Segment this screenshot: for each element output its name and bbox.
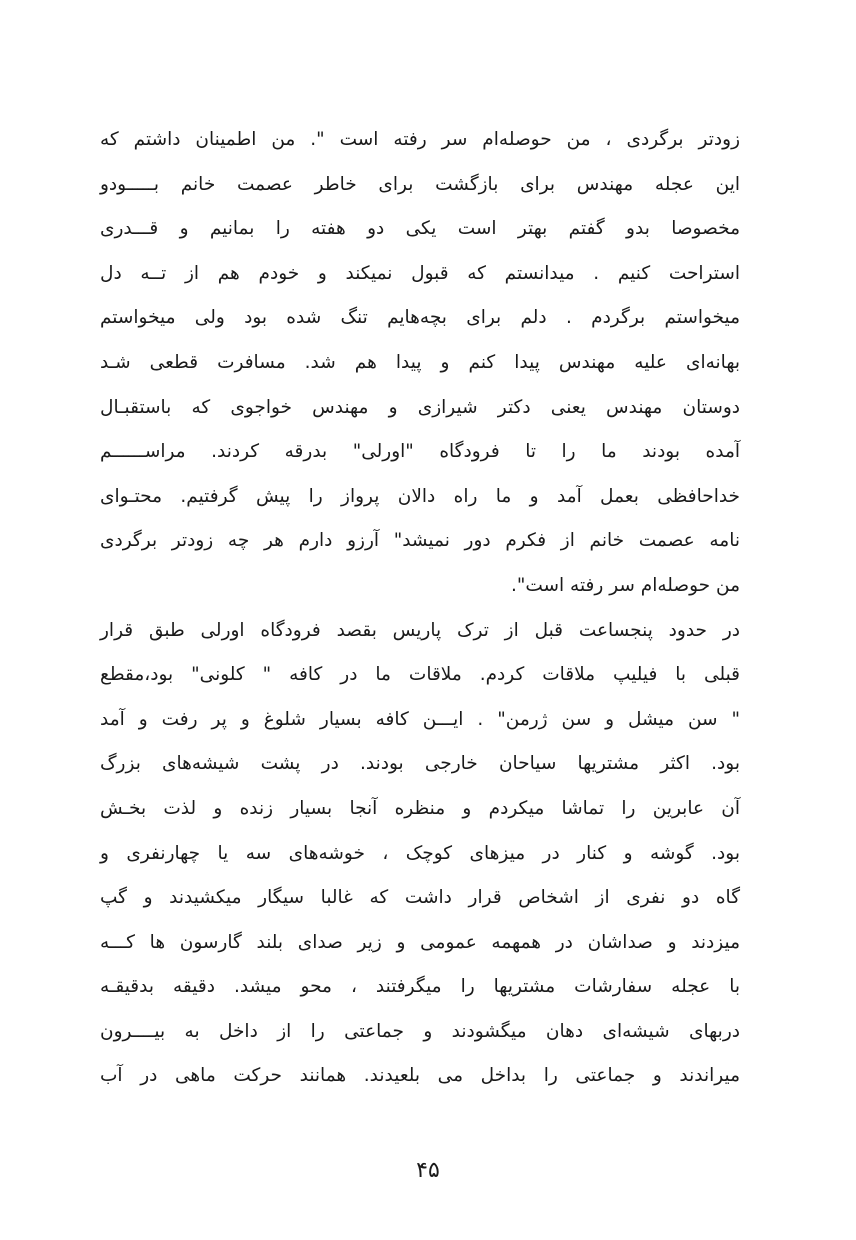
text-line: قبلی با فیلیپ ملاقات کردم. ملاقات ما در کافه " کلونی" بود،مقطع	[100, 664, 740, 686]
text-line: گاه دو نفری از اشخاص قرار داشت که غالبا سیگار میکشیدند و گپ	[100, 887, 740, 909]
page-number: ۴۵	[416, 1158, 440, 1183]
text-line: در حدود پنجساعت قبل از ترک پاریس بقصد فرودگاه اورلی طبق قرار	[100, 619, 740, 641]
text-line: مخصوصا بدو گفتم بهتر است یکی دو هفته را بمانیم و قـــدری	[100, 218, 740, 240]
text-line: میراندند و جماعتی را بداخل می بلعیدند. همانند حرکت ماهی در آب	[100, 1065, 740, 1087]
text-line: آن عابرین را تماشا میکردم و منظره آنجا بسیار زنده و لذت بخـش	[100, 797, 740, 819]
text-line: میزدند و صداشان در همهمه عمومی و زیر صدای بلند گارسون ها کـــه	[100, 931, 740, 953]
text-line: بود. گوشه و کنار در میزهای کوچک ، خوشه‌های سه یا چهارنفری و	[100, 842, 740, 864]
text-line: بهانه‌ای علیه مهندس پیدا کنم و پیدا هم شد. مسافرت قطعی شـد	[100, 351, 740, 373]
text-line: استراحت کنیم . میدانستم که قبول نمیکند و خودم هم از تــه دل	[100, 262, 740, 284]
text-line-paragraph-end: من حوصله‌ام سر رفته است".	[510, 574, 740, 596]
text-line: نامه عصمت خانم از فکرم دور نمیشد" آرزو دارم هر چه زودتر برگردی	[100, 530, 740, 552]
text-line: آمده بودند ما را تا فرودگاه "اورلی" بدرقه کردند. مراســــــم	[100, 441, 740, 463]
text-line: این عجله مهندس برای بازگشت برای خاطر عصمت خانم بـــــودو	[100, 173, 740, 195]
text-line: بود. اکثر مشتریها سیاحان خارجی بودند. در پشت شیشه‌های بزرگ	[100, 753, 740, 775]
text-line: دربهای شیشه‌ای دهان میگشودند و جماعتی را از داخل به بیــــرون	[100, 1020, 740, 1042]
text-line: میخواستم برگردم . دلم برای بچه‌هایم تنگ شده بود ولی میخواستم	[100, 307, 740, 329]
text-line: با عجله سفارشات مشتریها را میگرفتند ، محو میشد. دقیقه بدقیقـه	[100, 976, 740, 998]
text-line: خداحافظی بعمل آمد و ما راه دالان پرواز را پیش گرفتیم. محتـوای	[100, 485, 740, 507]
page-body-text	[100, 118, 740, 1099]
text-line: دوستان مهندس یعنی دکتر شیرازی و مهندس خواجوی که باستقبـال	[100, 396, 740, 418]
text-line: زودتر برگردی ، من حوصله‌ام سر رفته است ". من اطمینان داشتم که	[100, 129, 740, 150]
text-line: " سن میشل و سن ژرمن" . ایـــن کافه بسیار شلوغ و پر رفت و آمد	[100, 708, 740, 730]
